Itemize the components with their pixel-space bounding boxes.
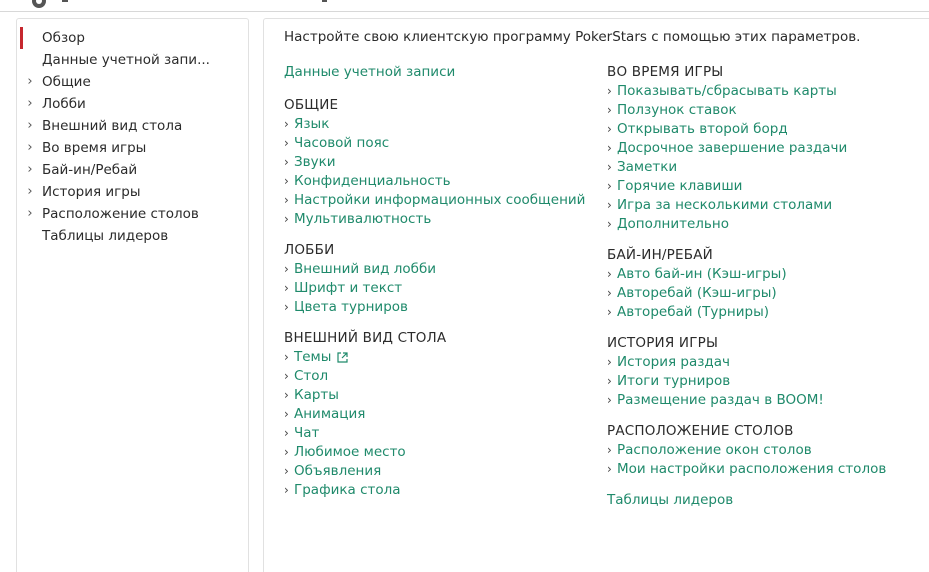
settings-link-row [284, 260, 585, 279]
sidebar-item-label: Таблицы лидеров [42, 228, 169, 244]
chevron-right-icon[interactable]: › [27, 74, 33, 89]
sidebar-item[interactable] [17, 181, 249, 203]
top-toolbar [0, 0, 929, 12]
settings-link-row [284, 386, 585, 405]
chevron-right-icon[interactable]: › [27, 184, 33, 199]
settings-link-row [284, 172, 585, 191]
settings-link[interactable]: Авто бай-ин (Кэш-игры) [617, 266, 787, 282]
settings-link-row [607, 158, 886, 177]
chevron-right-icon: › [607, 141, 612, 155]
chevron-right-icon: › [607, 462, 612, 476]
chevron-right-icon: › [284, 262, 289, 276]
settings-link-row [284, 443, 585, 462]
settings-link[interactable]: Игра за несколькими столами [617, 197, 833, 213]
sidebar-item[interactable] [17, 225, 249, 247]
settings-link[interactable]: Расположение окон столов [617, 442, 812, 458]
settings-link-row [284, 462, 585, 481]
chevron-right-icon: › [284, 212, 289, 226]
sidebar-item[interactable] [17, 93, 249, 115]
sidebar-item[interactable] [17, 49, 249, 71]
settings-link-row [284, 191, 585, 210]
chevron-right-icon: › [284, 483, 289, 497]
settings-link-row [607, 353, 886, 372]
chevron-right-icon: › [607, 160, 612, 174]
settings-link[interactable]: Цвета турниров [294, 299, 408, 315]
settings-link-row [284, 298, 585, 317]
settings-link[interactable]: Ползунок ставок [617, 102, 737, 118]
chevron-right-icon[interactable]: › [27, 96, 33, 111]
chevron-right-icon: › [607, 84, 612, 98]
active-indicator [20, 27, 23, 49]
settings-link[interactable]: Открывать второй борд [617, 121, 788, 137]
settings-link[interactable]: Часовой пояс [294, 135, 390, 151]
settings-link-row [607, 372, 886, 391]
chevron-right-icon: › [284, 350, 289, 364]
settings-section [284, 96, 585, 229]
settings-link-row [284, 153, 585, 172]
settings-link[interactable]: Звуки [294, 154, 336, 170]
chevron-right-icon: › [607, 198, 612, 212]
settings-link[interactable]: Мультивалютность [294, 211, 432, 227]
section-title: ОБЩИЕ [284, 97, 339, 113]
settings-link-row [284, 405, 585, 424]
settings-link[interactable]: Внешний вид лобби [294, 261, 437, 277]
settings-section [607, 246, 886, 322]
chevron-right-icon: › [284, 174, 289, 188]
section-title: РАСПОЛОЖЕНИЕ СТОЛОВ [607, 423, 794, 439]
settings-link-row [607, 284, 886, 303]
settings-link-row [607, 82, 886, 101]
settings-link[interactable]: Графика стола [294, 482, 401, 498]
chevron-right-icon: › [607, 443, 612, 457]
settings-link-row [284, 481, 585, 500]
sidebar-item-label: Данные учетной запи... [42, 52, 210, 68]
sidebar-item-label: История игры [42, 184, 141, 200]
settings-section [284, 241, 585, 317]
settings-link[interactable]: Горячие клавиши [617, 178, 743, 194]
sidebar-item[interactable] [17, 71, 249, 93]
sidebar-item-label: Лобби [42, 96, 86, 112]
chevron-right-icon: › [284, 117, 289, 131]
settings-link[interactable]: Показывать/сбрасывать карты [617, 83, 837, 99]
chevron-right-icon: › [607, 179, 612, 193]
settings-link-row [284, 134, 585, 153]
chevron-right-icon: › [607, 267, 612, 281]
leaderboards-link[interactable]: Таблицы лидеров [607, 492, 734, 508]
chevron-right-icon: › [607, 122, 612, 136]
settings-link-row [284, 424, 585, 443]
chevron-right-icon: › [607, 286, 612, 300]
settings-link[interactable]: История раздач [617, 354, 731, 370]
settings-link-row [284, 210, 585, 229]
settings-link[interactable]: Шрифт и текст [294, 280, 403, 296]
sidebar-item[interactable] [17, 159, 249, 181]
chevron-right-icon: › [284, 445, 289, 459]
settings-link[interactable]: Размещение раздач в BOOM! [617, 392, 824, 408]
chevron-right-icon: › [607, 103, 612, 117]
account-data-link[interactable]: Данные учетной записи [284, 64, 456, 80]
chevron-right-icon: › [284, 369, 289, 383]
chevron-right-icon[interactable]: › [27, 206, 33, 221]
chevron-right-icon: › [607, 393, 612, 407]
settings-link[interactable]: Анимация [294, 406, 366, 422]
chevron-right-icon: › [284, 388, 289, 402]
settings-link[interactable]: Досрочное завершение раздачи [617, 140, 848, 156]
settings-link-row [284, 115, 585, 134]
title-fragment [322, 0, 327, 2]
settings-link-row [284, 279, 585, 298]
sidebar-item-label: Расположение столов [42, 206, 199, 222]
settings-link-row [607, 120, 886, 139]
settings-link-row [607, 139, 886, 158]
settings-link[interactable]: Заметки [617, 159, 678, 175]
chevron-right-icon: › [284, 136, 289, 150]
settings-sidebar [16, 18, 249, 572]
sidebar-item-label: Обзор [42, 30, 85, 46]
chevron-right-icon: › [284, 193, 289, 207]
sidebar-item[interactable] [17, 115, 249, 137]
section-title: БАЙ-ИН/РЕБАЙ [607, 247, 713, 263]
sidebar-item[interactable] [17, 27, 249, 49]
section-title: ЛОББИ [284, 242, 335, 258]
sidebar-item[interactable] [17, 203, 249, 225]
chevron-right-icon: › [607, 374, 612, 388]
settings-section [607, 63, 886, 234]
settings-link-row [607, 215, 886, 234]
settings-link[interactable]: Темы [294, 349, 332, 365]
settings-link-row [607, 177, 886, 196]
settings-link[interactable]: Авторебай (Кэш-игры) [617, 285, 777, 301]
chevron-right-icon: › [607, 355, 612, 369]
chevron-right-icon: › [284, 426, 289, 440]
sidebar-item-label: Общие [42, 74, 91, 90]
settings-link-row [607, 196, 886, 215]
settings-section [607, 422, 886, 479]
settings-link[interactable]: Карты [294, 387, 339, 403]
settings-link[interactable]: Стол [294, 368, 329, 384]
sidebar-item-label: Бай-ин/Ребай [42, 162, 138, 178]
settings-link-row [284, 367, 585, 386]
section-title: ВО ВРЕМЯ ИГРЫ [607, 64, 724, 80]
settings-link[interactable]: Дополнительно [617, 216, 729, 232]
chevron-right-icon: › [607, 217, 612, 231]
left-column [284, 63, 585, 512]
section-title: ИСТОРИЯ ИГРЫ [607, 335, 719, 351]
settings-link[interactable]: Настройки информационных сообщений [294, 192, 586, 208]
settings-link-row [607, 303, 886, 322]
settings-link[interactable]: Авторебай (Турниры) [617, 304, 770, 320]
settings-overview [263, 18, 929, 572]
settings-link-row [607, 460, 886, 479]
settings-section [284, 329, 585, 500]
chevron-right-icon: › [284, 281, 289, 295]
settings-link[interactable]: Язык [294, 116, 330, 132]
chevron-right-icon[interactable]: › [27, 140, 33, 155]
section-title: ВНЕШНИЙ ВИД СТОЛА [284, 330, 447, 346]
settings-link[interactable]: Мои настройки расположения столов [617, 461, 887, 477]
external-link-icon[interactable] [337, 352, 348, 363]
settings-link[interactable]: Объявления [294, 463, 382, 479]
gear-icon[interactable] [30, 0, 48, 10]
intro-text: Настройте свою клиентскую программу PokerStars с помощью этих параметров. [284, 29, 861, 45]
chevron-right-icon: › [284, 155, 289, 169]
chevron-right-icon: › [284, 407, 289, 421]
settings-link-row [607, 441, 886, 460]
sidebar-item-label: Во время игры [42, 140, 147, 156]
settings-link-row [607, 391, 886, 410]
settings-section [607, 334, 886, 410]
chevron-right-icon: › [284, 464, 289, 478]
right-column [607, 63, 886, 510]
sidebar-item[interactable] [17, 137, 249, 159]
chevron-right-icon: › [607, 305, 612, 319]
settings-link[interactable]: Конфиденциальность [294, 173, 451, 189]
title-fragment [62, 0, 68, 2]
settings-link[interactable]: Чат [294, 425, 320, 441]
settings-link[interactable]: Итоги турниров [617, 373, 731, 389]
settings-link-row [284, 348, 585, 367]
chevron-right-icon[interactable]: › [27, 162, 33, 177]
settings-link-row [607, 101, 886, 120]
chevron-right-icon: › [284, 300, 289, 314]
settings-link[interactable]: Любимое место [294, 444, 406, 460]
chevron-right-icon[interactable]: › [27, 118, 33, 133]
sidebar-item-label: Внешний вид стола [42, 118, 183, 134]
settings-link-row [607, 265, 886, 284]
